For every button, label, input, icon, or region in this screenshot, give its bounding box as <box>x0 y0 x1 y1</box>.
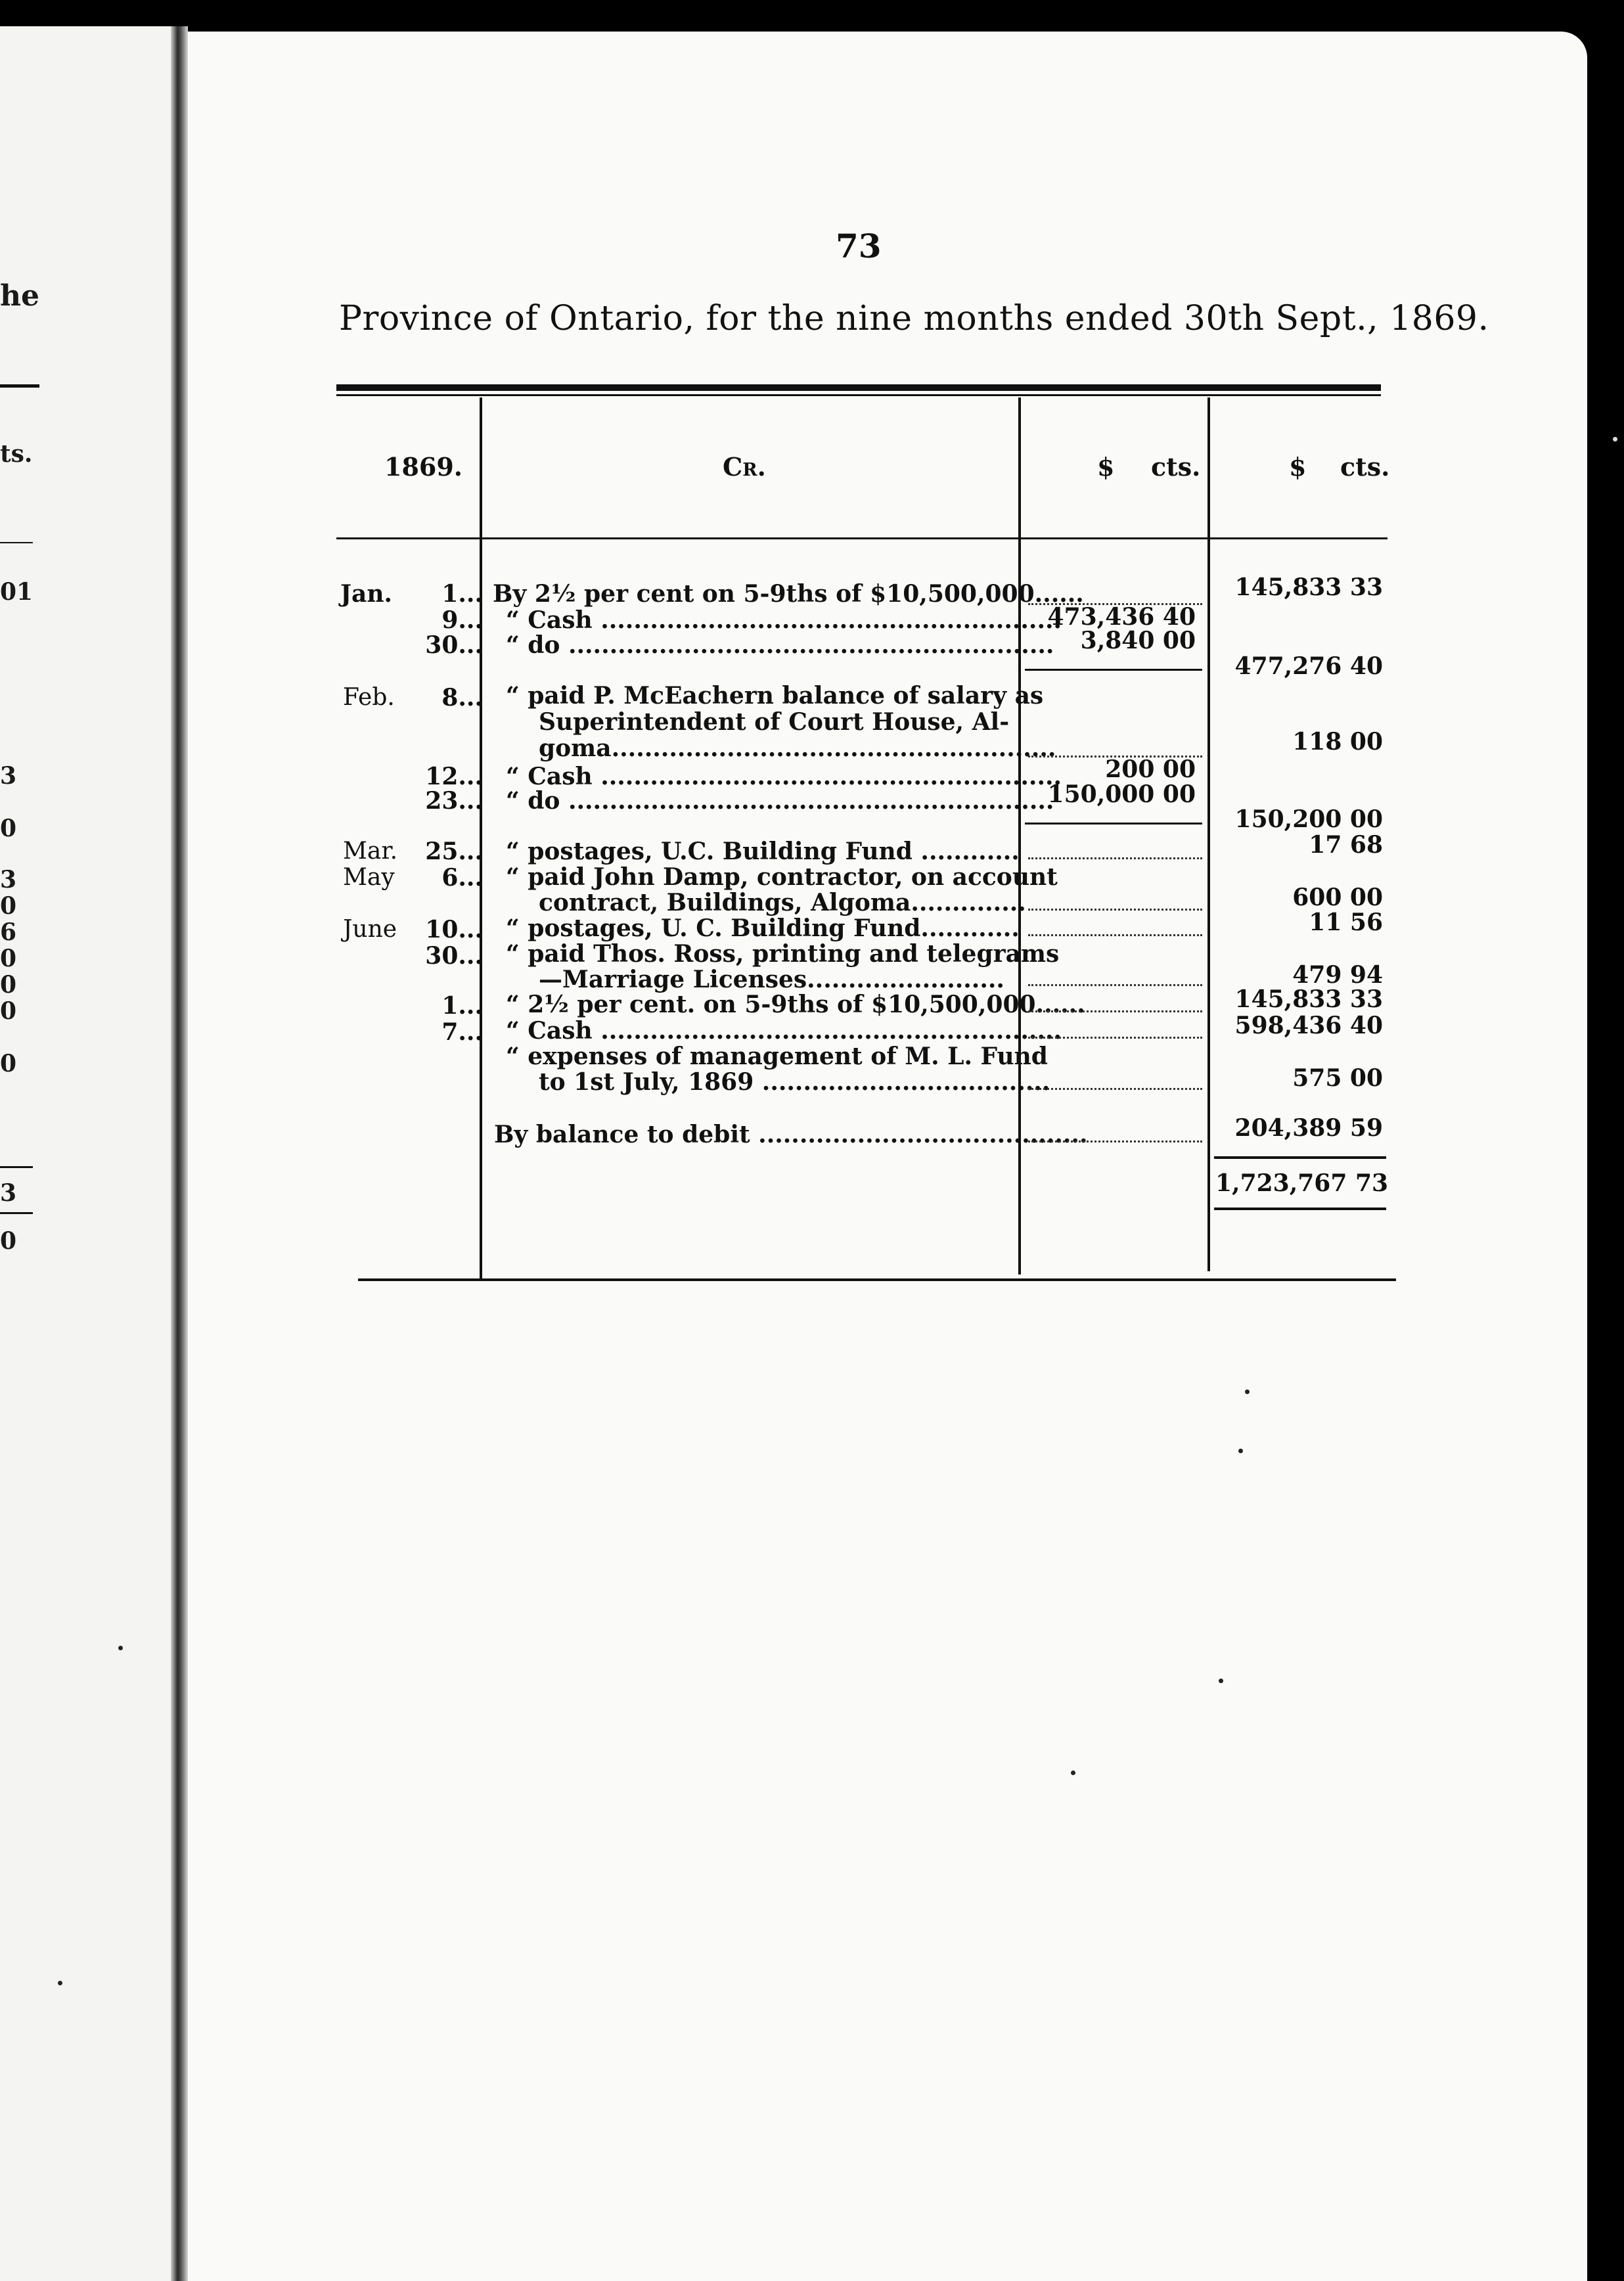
row-day: 1... <box>441 580 483 608</box>
row-subtotal: 3,840 00 <box>1080 627 1196 654</box>
row-text: “ paid P. McEachern balance of salary as <box>506 682 1044 710</box>
row-month: Feb. <box>343 684 395 711</box>
header-dollar: $ <box>1289 452 1307 482</box>
row-amount: 477,276 40 <box>1234 652 1383 680</box>
left-fragment: ts. <box>0 440 33 468</box>
top-rule <box>336 384 1381 391</box>
left-rule <box>0 542 33 543</box>
column-rule <box>1207 397 1210 1271</box>
bottom-rule <box>358 1278 1396 1281</box>
left-rule <box>0 384 39 388</box>
row-text: contract, Buildings, Algoma.............. <box>539 889 1026 916</box>
top-rule <box>336 394 1381 396</box>
leader-dots <box>1028 1088 1202 1090</box>
row-subtotal: 150,000 00 <box>1047 780 1196 808</box>
row-text: “ do ........................................................... <box>506 631 1054 659</box>
row-day: 7... <box>441 1018 483 1046</box>
row-month: Mar. <box>343 838 398 865</box>
row-text: By 2½ per cent on 5-9ths of $10,500,000...... <box>493 580 1084 608</box>
left-fragment: 0 <box>0 815 17 842</box>
left-fragment: 3 <box>0 866 17 893</box>
header-dollar: $ <box>1097 452 1115 482</box>
leader-dots <box>1028 1010 1202 1012</box>
row-amount: 575 00 <box>1292 1064 1383 1092</box>
row-day: 25... <box>425 838 483 865</box>
row-day: 6... <box>441 864 483 892</box>
header-year: 1869. <box>384 452 462 482</box>
sum-rule <box>1025 669 1202 671</box>
row-text: “ postages, U. C. Building Fund............ <box>506 915 1020 942</box>
left-rule <box>0 1166 33 1168</box>
leader-dots <box>1028 984 1202 986</box>
row-amount: 600 00 <box>1292 884 1383 911</box>
sum-rule <box>1025 823 1202 824</box>
row-text: “ paid Thos. Ross, printing and telegrams <box>506 940 1060 968</box>
row-day: 30... <box>425 942 483 970</box>
left-fragment: 0 <box>0 1050 17 1077</box>
left-fragment: 3 <box>0 762 17 790</box>
row-text: Superintendent of Court House, Al- <box>539 708 1010 736</box>
left-fragment: 0 <box>0 971 17 999</box>
total-rule <box>1214 1208 1386 1210</box>
left-fragment: 6 <box>0 918 17 946</box>
book-gutter <box>171 26 188 2281</box>
left-fragment: 01 <box>0 578 34 606</box>
scan-border <box>1587 32 1624 2281</box>
header-rule <box>336 537 1387 539</box>
row-day: 9... <box>441 606 483 634</box>
row-text: goma...................................................... <box>539 734 1056 762</box>
header-cts: cts. <box>1340 452 1390 482</box>
leader-dots <box>1028 1037 1202 1039</box>
row-day: 30... <box>425 631 483 659</box>
row-month: June <box>343 916 397 943</box>
scan-speck <box>1219 1679 1223 1683</box>
leader-dots <box>1028 1140 1202 1142</box>
row-text: “ do ........................................................... <box>506 787 1054 815</box>
scan-speck <box>118 1646 123 1650</box>
leader-dots <box>1028 857 1202 859</box>
left-fragment: 0 <box>0 945 17 972</box>
row-amount: 479 94 <box>1292 961 1383 989</box>
row-day: 8... <box>441 684 483 711</box>
row-subtotal: 200 00 <box>1105 756 1196 783</box>
row-text: “ expenses of management of M. L. Fund <box>506 1043 1048 1070</box>
page-heading: Province of Ontario, for the nine months ended 30th Sept., 1869. <box>339 299 1489 338</box>
left-fragment: 0 <box>0 892 17 920</box>
header-cr: Cr. <box>723 452 766 482</box>
row-amount: 204,389 59 <box>1234 1114 1383 1142</box>
scan-speck <box>58 1981 62 1985</box>
row-text: “ 2½ per cent. on 5-9ths of $10,500,000...... <box>506 991 1085 1018</box>
row-day: 1... <box>441 992 483 1020</box>
row-day: 23... <box>425 787 483 815</box>
row-text: “ Cash ........................................................ <box>506 763 1062 790</box>
row-month: May <box>343 864 395 891</box>
row-amount: 598,436 40 <box>1234 1012 1383 1039</box>
left-fragment: 0 <box>0 1227 17 1255</box>
row-day: 12... <box>425 763 483 790</box>
scan-speck <box>1238 1449 1243 1453</box>
left-page-edge <box>0 26 187 2281</box>
row-amount: 17 68 <box>1309 831 1383 859</box>
row-subtotal: 473,436 40 <box>1047 603 1196 631</box>
row-text: “ Cash ........................................................ <box>506 606 1062 634</box>
row-month: Jan. <box>340 580 393 608</box>
row-text: —Marriage Licenses........................ <box>539 966 1004 993</box>
row-text: “ paid John Damp, contractor, on account <box>506 863 1058 891</box>
row-text: “ Cash ........................................................ <box>506 1017 1062 1045</box>
row-amount: 118 00 <box>1292 728 1383 756</box>
leader-dots <box>1028 934 1202 936</box>
scan-speck <box>1245 1389 1250 1394</box>
leader-dots <box>1028 909 1202 911</box>
left-fragment: 3 <box>0 1179 17 1207</box>
grand-total: 1,723,767 73 <box>1215 1169 1389 1197</box>
row-amount: 145,833 33 <box>1234 985 1383 1013</box>
left-fragment: he <box>0 279 39 313</box>
scan-speck <box>1613 437 1617 441</box>
left-rule <box>0 1212 33 1214</box>
row-amount: 11 56 <box>1309 909 1383 936</box>
scan-speck <box>1071 1771 1075 1775</box>
row-text: “ postages, U.C. Building Fund ............ <box>506 838 1020 865</box>
left-fragment: 0 <box>0 997 17 1025</box>
row-text: By balance to debit ........................................ <box>494 1121 1088 1148</box>
row-amount: 150,200 00 <box>1234 805 1383 833</box>
header-cts: cts. <box>1151 452 1201 482</box>
row-text: to 1st July, 1869 ................................... <box>539 1068 1050 1096</box>
row-amount: 145,833 33 <box>1234 574 1383 601</box>
row-day: 10... <box>425 916 483 943</box>
total-rule <box>1214 1156 1386 1159</box>
page-number: 73 <box>836 227 882 265</box>
